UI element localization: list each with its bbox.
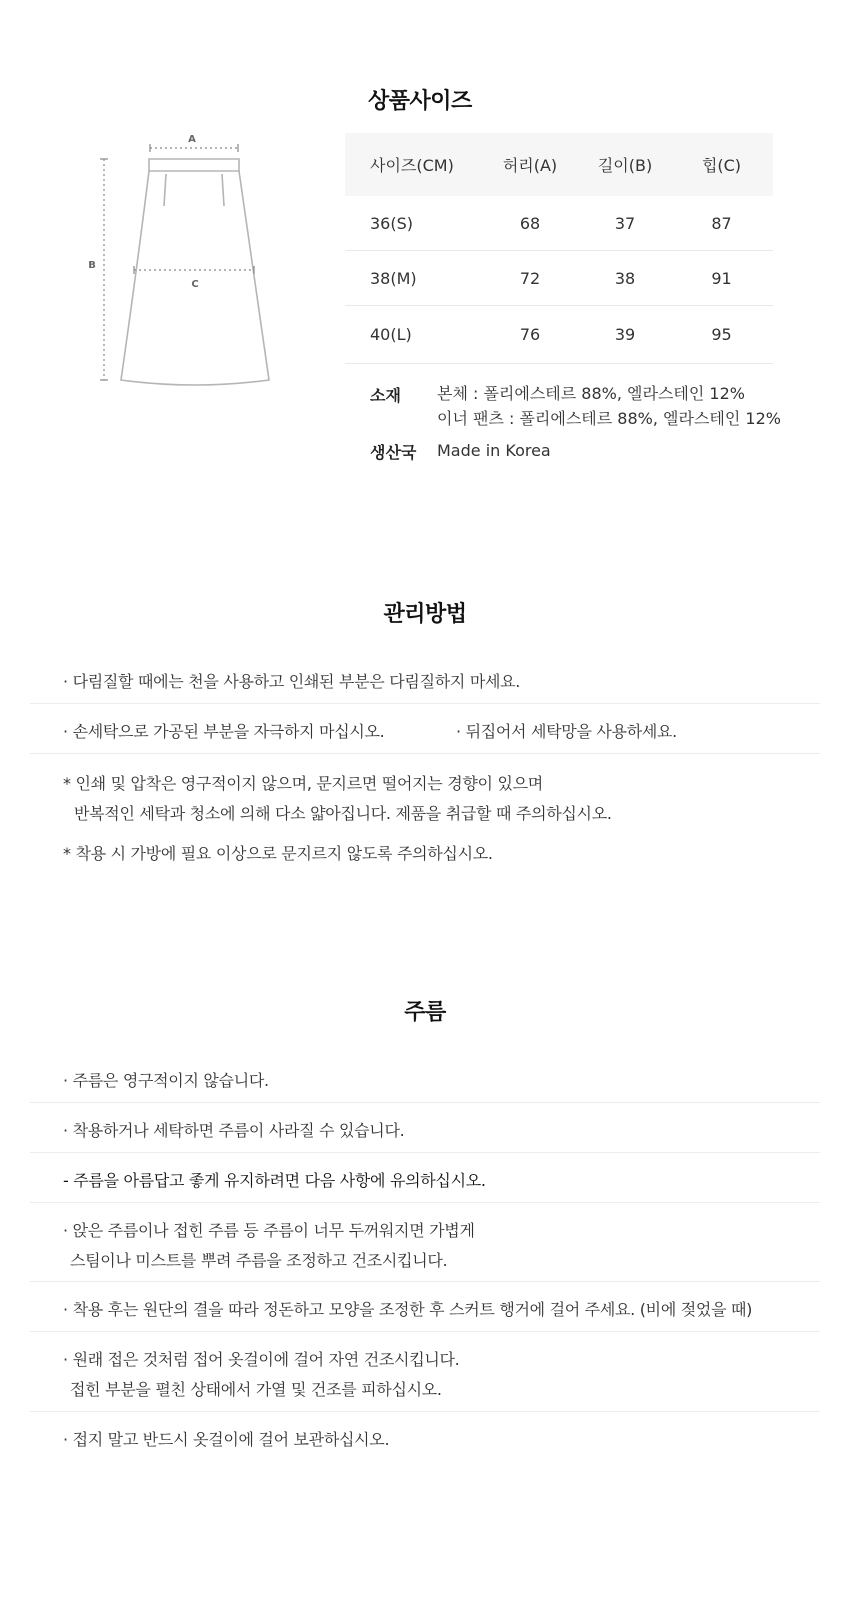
size-section-title: 상품사이즈 bbox=[368, 89, 472, 114]
wrinkle-item-7: · 접지 말고 반드시 옷걸이에 걸어 보관하십시오. bbox=[63, 1430, 390, 1449]
material-line-1: 본체 : 폴리에스테르 88%, 엘라스테인 12% bbox=[437, 384, 745, 403]
wrinkle-item-3: - 주름을 아름답고 좋게 유지하려면 다음 사항에 유의하십시오. bbox=[63, 1171, 486, 1190]
col-header-waist: 허리(A) bbox=[480, 133, 580, 196]
measure-a-label: A bbox=[188, 134, 196, 145]
table-row bbox=[345, 251, 773, 306]
cell-size: 36(S) bbox=[345, 196, 480, 251]
col-header-hip: 힙(C) bbox=[670, 133, 773, 196]
size-table bbox=[345, 133, 773, 364]
origin-label: 생산국 bbox=[370, 443, 417, 462]
cell-waist: 76 bbox=[480, 306, 580, 364]
skirt-dart-right bbox=[222, 174, 224, 206]
list-item bbox=[30, 1153, 820, 1203]
skirt-size-diagram bbox=[85, 128, 285, 398]
wrinkle-section-title: 주름 bbox=[404, 1000, 446, 1025]
wrinkle-item-6-line-2: 접힌 부분을 펼친 상태에서 가열 및 건조를 피하십시오. bbox=[70, 1380, 442, 1399]
list-item bbox=[30, 656, 820, 704]
care-note-1-line-1: * 인쇄 및 압착은 영구적이지 않으며, 문지르면 떨어지는 경향이 있으며 bbox=[63, 774, 543, 793]
wrinkle-item-2: · 착용하거나 세탁하면 주름이 사라질 수 있습니다. bbox=[63, 1121, 405, 1140]
material-label: 소재 bbox=[370, 386, 401, 405]
cell-hip: 91 bbox=[670, 251, 773, 306]
care-item-1: · 다림질할 때에는 천을 사용하고 인쇄된 부분은 다림질하지 마세요. bbox=[63, 672, 521, 691]
skirt-dart-left bbox=[164, 174, 166, 206]
cell-waist: 72 bbox=[480, 251, 580, 306]
size-table-header bbox=[345, 133, 773, 196]
cell-hip: 95 bbox=[670, 306, 773, 364]
cell-length: 39 bbox=[580, 306, 670, 364]
cell-length: 38 bbox=[580, 251, 670, 306]
measure-c-label: C bbox=[191, 279, 199, 290]
cell-size: 38(M) bbox=[345, 251, 480, 306]
material-line-2: 이너 팬츠 : 폴리에스테르 88%, 엘라스테인 12% bbox=[437, 409, 781, 428]
list-item bbox=[30, 1054, 820, 1103]
cell-hip: 87 bbox=[670, 196, 773, 251]
care-item-2b: · 뒤집어서 세탁망을 사용하세요. bbox=[456, 722, 677, 741]
table-row bbox=[345, 306, 773, 364]
list-item bbox=[30, 1332, 820, 1412]
wrinkle-item-6-line-1: · 원래 접은 것처럼 접어 옷걸이에 걸어 자연 건조시킵니다. bbox=[63, 1350, 460, 1369]
list-item bbox=[30, 1282, 820, 1332]
care-item-2a: · 손세탁으로 가공된 부분을 자극하지 마십시오. bbox=[63, 722, 385, 741]
care-section-title: 관리방법 bbox=[383, 602, 467, 627]
col-header-size: 사이즈(CM) bbox=[345, 133, 480, 196]
list-item bbox=[30, 1412, 820, 1460]
cell-waist: 68 bbox=[480, 196, 580, 251]
origin-value: Made in Korea bbox=[437, 441, 551, 460]
care-note-2: * 착용 시 가방에 필요 이상으로 문지르지 않도록 주의하십시오. bbox=[63, 844, 493, 863]
care-note-1-line-2: 반복적인 세탁과 청소에 의해 다소 얇아집니다. 제품을 취급할 때 주의하십시오. bbox=[74, 804, 612, 823]
col-header-length: 길이(B) bbox=[580, 133, 670, 196]
list-item bbox=[30, 704, 820, 754]
skirt-body bbox=[121, 171, 269, 385]
wrinkle-item-5: · 착용 후는 원단의 결을 따라 정돈하고 모양을 조정한 후 스커트 행거에 걸어 주세요. (비에 젖었을 때) bbox=[63, 1300, 753, 1319]
skirt-waistband bbox=[149, 159, 239, 171]
wrinkle-item-1: · 주름은 영구적이지 않습니다. bbox=[63, 1071, 269, 1090]
wrinkle-item-4-line-2: 스팀이나 미스트를 뿌려 주름을 조정하고 건조시킵니다. bbox=[70, 1251, 448, 1270]
measure-b-label: B bbox=[88, 260, 96, 271]
list-item bbox=[30, 1203, 820, 1282]
cell-size: 40(L) bbox=[345, 306, 480, 364]
cell-length: 37 bbox=[580, 196, 670, 251]
list-item bbox=[30, 1103, 820, 1153]
table-row bbox=[345, 196, 773, 251]
wrinkle-item-4-line-1: · 앉은 주름이나 접힌 주름 등 주름이 너무 두꺼워지면 가볍게 bbox=[63, 1221, 475, 1240]
